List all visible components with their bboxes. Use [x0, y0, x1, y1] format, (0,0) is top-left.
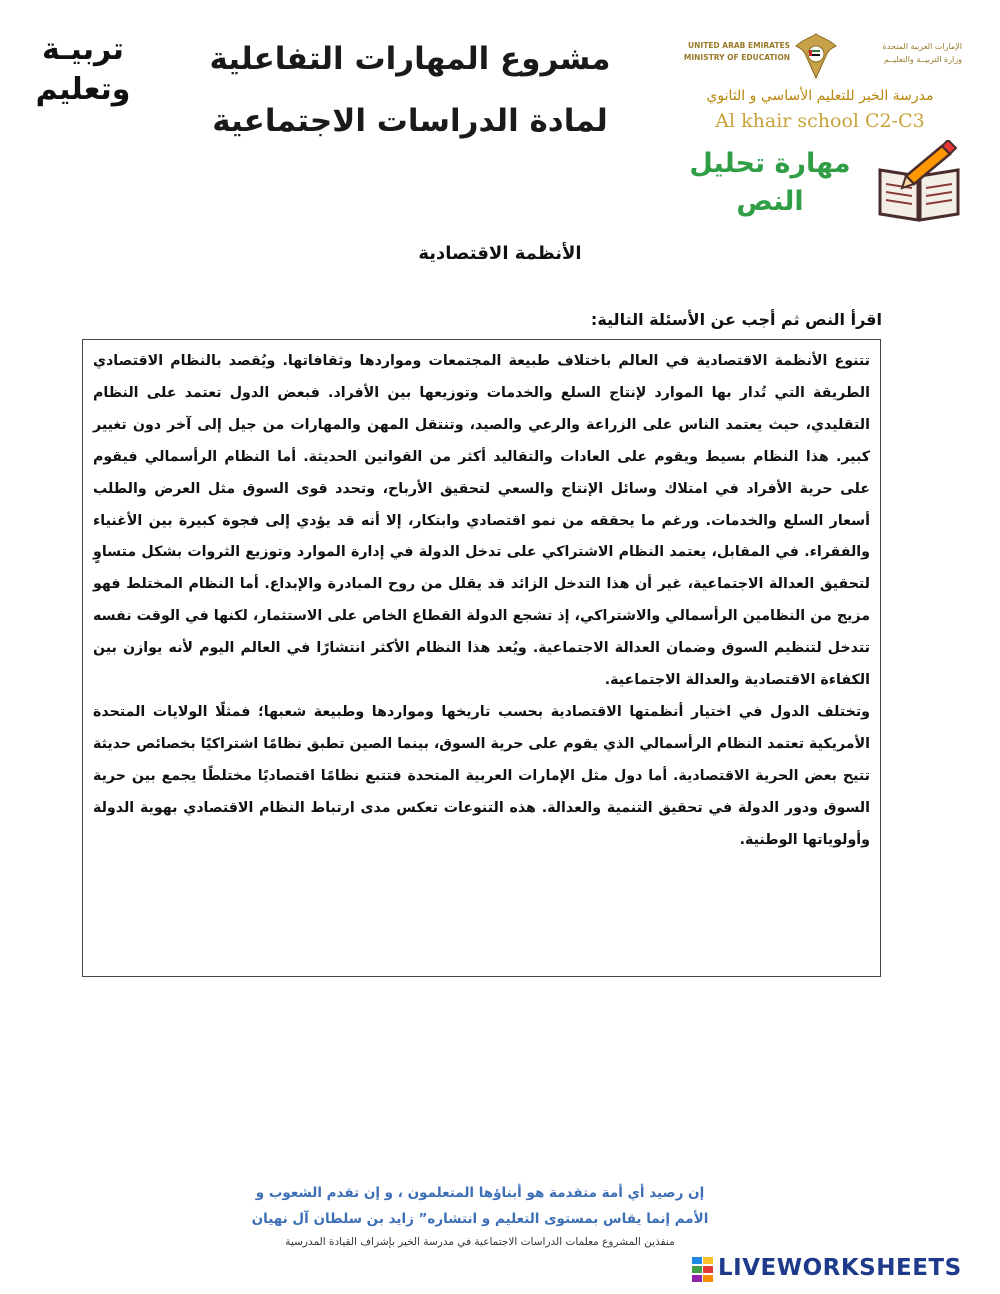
passage-paragraph-1: تتنوع الأنظمة الاقتصادية في العالم باختلاف طبيعة المجتمعات ومواردها وثقافاتها. ويُقصد بالنظام الاقتصادي الطريقة التي تُدار بها الموارد لإنتاج السلع والخدمات وتوزيعها بين الأفراد. فبعض الدول تعتمد على النظام التقليدي، حيث يعتمد الناس على الزراعة والرعي والصيد، وتنتقل المهن والمهارات من جيل إلى آخر دون تغيير كبير. هذا النظام بسيط ويقوم على العادات والتقاليد أكثر من القوانين الحديثة. أما النظام الرأسمالي فيقوم على حرية الأفراد في امتلاك وسائل الإنتاج والسعي لتحقيق الأرباح، وتحدد قوى السوق مثل العرض والطلب أسعار السلع والخدمات. ورغم ما يحققه من نمو اقتصادي وابتكار، إلا أنه قد يؤدي إلى فجوة كبيرة بين الأغنياء والفقراء. في المقابل، يعتمد النظام الاشتراكي على تدخل الدولة في إدارة الموارد وتوزيع الثروات بشكل متساوٍ لتحقيق العدالة الاجتماعية، غير أن هذا التدخل الزائد قد يقلل من روح المبادرة والإبداع. أما النظام المختلط فهو مزيج من النظامين الرأسمالي والاشتراكي، إذ تشجع الدولة القطاع الخاص على الاستثمار، لكنها في الوقت نفسه تتدخل لتنظيم السوق وضمان العدالة الاجتماعية. ويُعد هذا النظام الأكثر انتشارًا في العالم اليوم لأنه يوازن بين الكفاءة الاقتصادية والعدالة الاجتماعية. [93, 353, 870, 689]
ministry-ar-line-1: الإمارات العربية المتحدة [882, 42, 962, 51]
quote-line-1: إن رصيد أي أمة متقدمة هو أبناؤها المتعلمون ، و إن تقدم الشعوب و [255, 1185, 705, 1201]
project-credit: منفذين المشروع معلمات الدراسات الاجتماعية في مدرسة الخير بإشراف القيادة المدرسية [285, 1236, 675, 1248]
book-pen-icon [876, 140, 962, 222]
school-name-en: Al khair school C2-C3 [715, 110, 925, 132]
school-name-ar: مدرسة الخير للتعليم الأساسي و الثانوي [706, 88, 934, 104]
ministry-en-line-1: UNITED ARAB EMIRATES [688, 41, 790, 50]
logo-line-2: وتعليم [35, 72, 131, 107]
skill-line-2: النص [736, 186, 804, 217]
title-line-2: لمادة الدراسات الاجتماعية [212, 103, 608, 139]
page-title [170, 28, 650, 152]
reading-instruction: اقرأ النص ثم أجب عن الأسئلة التالية: [590, 310, 882, 329]
logo-line-1: تربيـة [42, 32, 124, 67]
tarbia-taalim-logo [28, 30, 138, 110]
uae-emblem-icon [792, 30, 840, 82]
ministry-name-ar [842, 40, 962, 66]
skill-line-1: مهارة تحليل [689, 148, 851, 179]
ministry-en-line-2: MINISTRY OF EDUCATION [683, 53, 790, 62]
liveworksheets-wordmark: LIVEWORKSHEETS [718, 1255, 962, 1281]
quote-line-2: الأمم إنما يقاس بمستوى التعليم و انتشاره” زايد بن سلطان آل نهيان [251, 1211, 709, 1227]
reading-passage-box [82, 339, 881, 977]
liveworksheets-logo[interactable] [692, 1255, 992, 1285]
ministry-name-en [665, 40, 790, 64]
title-line-1: مشروع المهارات التفاعلية [209, 41, 611, 77]
document-title: الأنظمة الاقتصادية [418, 243, 582, 264]
footer-quote [180, 1180, 780, 1232]
skill-title [660, 145, 880, 221]
liveworksheets-cube-icon [692, 1257, 714, 1283]
passage-paragraph-2: وتختلف الدول في اختيار أنظمتها الاقتصادية بحسب تاريخها ومواردها وطبيعة شعبها؛ فمثلًا الولايات المتحدة الأمريكية تعتمد النظام الرأسمالي الذي يقوم على حرية السوق، بينما الصين تطبق نظامًا اشتراكيًا بخصائص حديثة تتيح بعض الحرية الاقتصادية. أما دول مثل الإمارات العربية المتحدة فتتبع نظامًا اقتصاديًا مختلطًا يجمع بين حرية السوق ودور الدولة في تحقيق التنمية والعدالة. هذه التنوعات تعكس مدى ارتباط النظام الاقتصادي بهوية الدولة وأولوياتها الوطنية. [93, 703, 870, 848]
ministry-ar-line-2: وزارة التربيــة والتعليــم [883, 55, 962, 64]
